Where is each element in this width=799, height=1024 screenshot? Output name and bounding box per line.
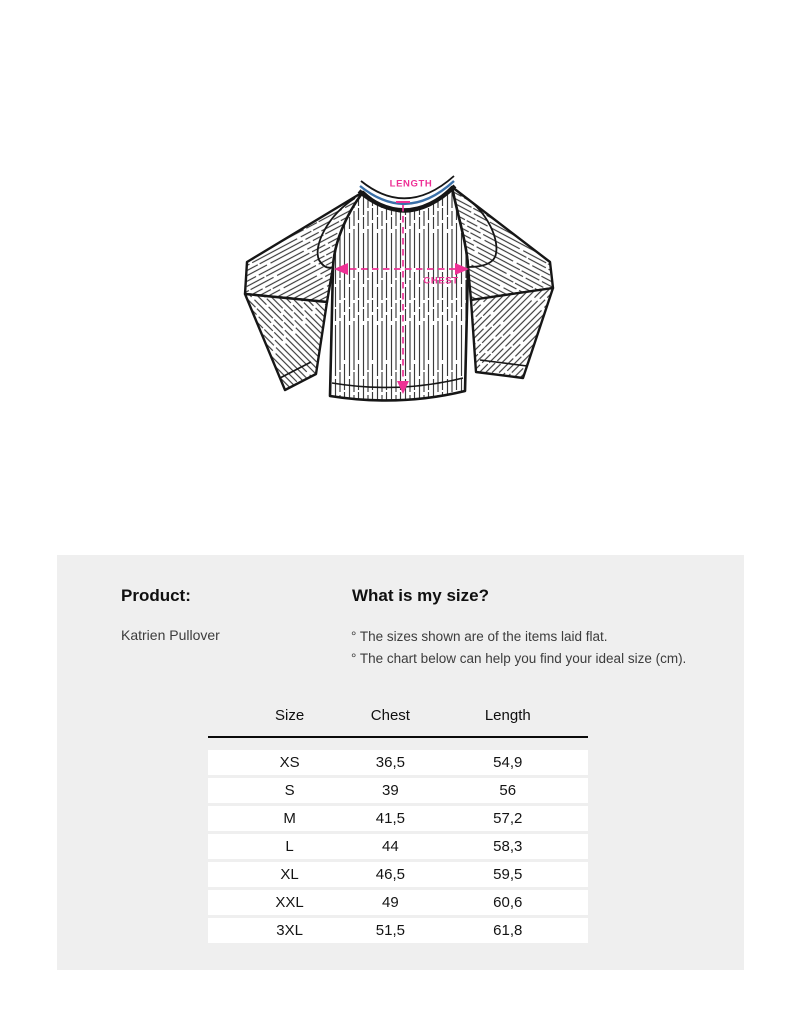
product-name: Katrien Pullover xyxy=(121,627,220,643)
table-row-xs xyxy=(208,750,588,775)
size-cell: M xyxy=(283,810,296,827)
size-cell: XXL xyxy=(275,894,304,911)
length-cell: 60,6 xyxy=(493,894,523,911)
size-notes xyxy=(351,626,686,669)
chest-cell: 49 xyxy=(382,894,399,911)
length-cell: 56 xyxy=(499,782,517,799)
chest-cell: 44 xyxy=(382,838,399,855)
table-row-m xyxy=(208,806,588,831)
size-cell: 3XL xyxy=(276,922,303,939)
table-row-s xyxy=(208,778,588,803)
chest-label: CHEST xyxy=(423,275,459,287)
chest-cell: 39 xyxy=(382,782,399,799)
pullover-line-drawing xyxy=(235,158,565,423)
table-row-3xl xyxy=(208,918,588,943)
table-row-xxl xyxy=(208,890,588,915)
size-cell: XL xyxy=(280,866,299,883)
pullover-illustration xyxy=(235,158,565,423)
chest-cell: 46,5 xyxy=(375,866,405,883)
length-cell: 61,8 xyxy=(493,922,523,939)
table-row-l xyxy=(208,834,588,859)
size-note: ° The sizes shown are of the items laid flat. xyxy=(351,629,608,644)
size-cell: L xyxy=(285,838,294,855)
size-cell: XS xyxy=(279,754,300,771)
chest-cell: 41,5 xyxy=(375,810,405,827)
size-table-body xyxy=(208,750,588,943)
product-heading: Product: xyxy=(121,586,191,605)
length-cell: 57,2 xyxy=(493,810,523,827)
length-cell: 54,9 xyxy=(493,754,523,771)
length-label: LENGTH xyxy=(389,178,433,190)
chest-cell: 51,5 xyxy=(375,922,405,939)
column-header-length: Length xyxy=(484,707,531,724)
table-row-xl xyxy=(208,862,588,887)
column-header-size: Size xyxy=(275,707,305,724)
column-header-chest: Chest xyxy=(370,707,410,724)
chest-cell: 36,5 xyxy=(375,754,405,771)
size-info-panel xyxy=(57,555,744,970)
size-table-header xyxy=(208,703,588,738)
size-note: ° The chart below can help you find your ideal size (cm). xyxy=(351,650,687,666)
size-cell: S xyxy=(284,782,295,799)
length-cell: 58,3 xyxy=(493,838,523,855)
size-question-heading: What is my size? xyxy=(352,586,489,605)
length-cell: 59,5 xyxy=(493,866,523,883)
size-table xyxy=(208,703,588,946)
